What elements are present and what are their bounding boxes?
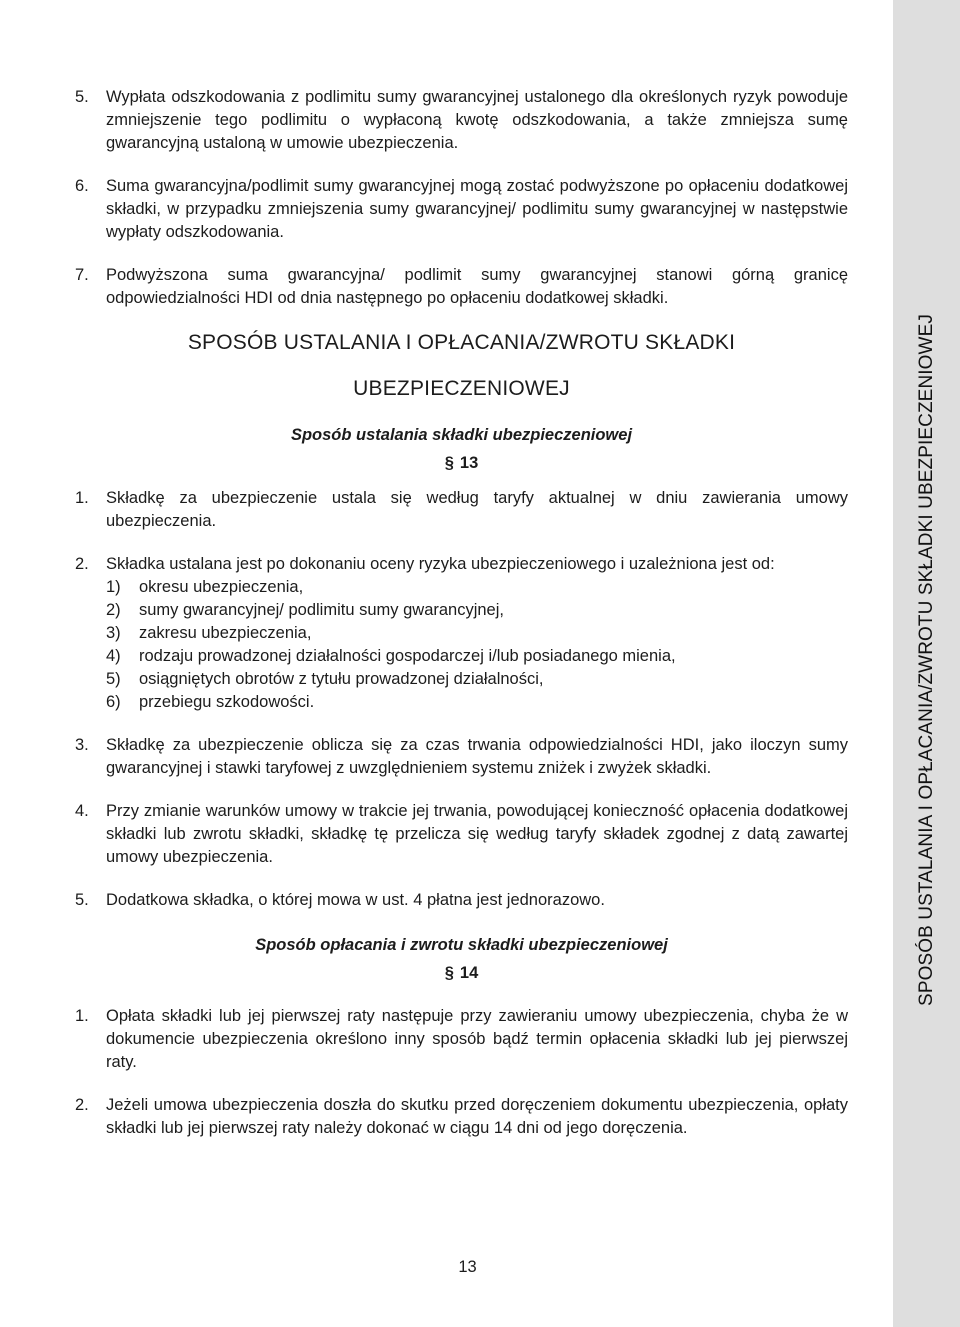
sub-item-text: zakresu ubezpieczenia, <box>139 624 312 642</box>
paragraph-13-subheading: Sposób ustalania składki ubezpieczeniowej <box>290 426 633 444</box>
list-item <box>75 800 848 869</box>
section-sidebar <box>893 0 960 1327</box>
sub-item-number: 6) <box>106 693 121 711</box>
paragraph-14-subheading: Sposób opłacania i zwrotu składki ubezpieczeniowej <box>255 936 668 954</box>
paragraph-13-number <box>75 452 848 475</box>
item-text: Jeżeli umowa ubezpieczenia doszła do skutku przed doręczeniem dokumentu ubezpieczenia, opłaty składki lub jej pierwszej raty należy dokonać w ciągu 14 dni od jego doręczenia. <box>106 1096 848 1137</box>
sub-item-text: okresu ubezpieczenia, <box>139 578 304 596</box>
item-number: 1. <box>75 1007 89 1025</box>
paragraph-14-number <box>75 962 848 985</box>
item-number: 6. <box>75 177 89 195</box>
section-symbol: § <box>444 964 454 982</box>
item-number: 2. <box>75 1096 89 1114</box>
sub-item-text: rodzaju prowadzonej działalności gospodarczej i/lub posiadanego mienia, <box>139 647 676 665</box>
list-item <box>75 264 848 310</box>
sidebar-section-title: SPOSÓB USTALANIA I OPŁACANIA/ZWROTU SKŁADKI UBEZPIECZENIOWEJ <box>916 314 937 1006</box>
sub-item-text: osiągniętych obrotów z tytułu prowadzonej działalności, <box>139 670 544 688</box>
paragraph-number: 13 <box>459 454 479 472</box>
list-item <box>75 175 848 244</box>
section-symbol: § <box>444 454 454 472</box>
sub-list-item <box>106 576 848 599</box>
item-text: Opłata składki lub jej pierwszej raty następuje przy zawieraniu umowy ubezpieczenia, chyba że w dokumencie ubezpieczenia określono inny sposób bądź termin opłacenia składki lub jej pierwszej raty. <box>106 1007 848 1071</box>
list-item <box>75 734 848 780</box>
item-text: Składka ustalana jest po dokonaniu oceny ryzyka ubezpieczeniowego i uzależniona jest od: <box>106 555 775 573</box>
list-item <box>75 1094 848 1140</box>
item-text: Podwyższona suma gwarancyjna/ podlimit sumy gwarancyjnej stanowi górną granicę odpowiedzialności HDI od dnia następnego po opłaceniu dodatkowej składki. <box>106 266 848 307</box>
item-number: 4. <box>75 802 89 820</box>
sub-item-number: 2) <box>106 601 121 619</box>
sub-list-item <box>106 645 848 668</box>
list-item <box>75 1005 848 1074</box>
list-item <box>75 889 848 912</box>
item-number: 3. <box>75 736 89 754</box>
item-text: Składkę za ubezpieczenie oblicza się za czas trwania odpowiedzialności HDI, jako iloczyn sumy gwarancyjnej i stawki taryfowej z uwzględnieniem systemu zniżek i zwyżek składki. <box>106 736 848 777</box>
sub-item-number: 3) <box>106 624 121 642</box>
list-item <box>75 487 848 533</box>
sub-list-item <box>106 691 848 714</box>
document-body <box>75 86 848 1140</box>
item-text: Suma gwarancyjna/podlimit sumy gwarancyjnej mogą zostać podwyższone po opłaceniu dodatkowej składki, w przypadku zmniejszenia sumy gwarancyjnej/ podlimitu sumy gwarancyjnej w następstwie wypłaty odszkodowania. <box>106 177 848 241</box>
list-item <box>75 86 848 155</box>
sub-item-number: 5) <box>106 670 121 688</box>
sub-item-text: sumy gwarancyjnej/ podlimitu sumy gwarancyjnej, <box>139 601 504 619</box>
section-heading-line2: UBEZPIECZENIOWEJ <box>353 377 570 400</box>
sub-list <box>106 576 848 714</box>
item-number: 7. <box>75 266 89 284</box>
item-text: Przy zmianie warunków umowy w trakcie jej trwania, powodującej konieczność opłacenia dodatkowej składki lub zwrotu składki, składkę tę przelicza się według taryfy składek zgodnej z datą zawartej umowy ubezpieczenia. <box>106 802 848 866</box>
item-number: 5. <box>75 891 89 909</box>
sub-list-item <box>106 599 848 622</box>
sub-item-number: 1) <box>106 578 121 596</box>
item-number: 1. <box>75 489 89 507</box>
sub-item-text: przebiegu szkodowości. <box>139 693 315 711</box>
sub-item-number: 4) <box>106 647 121 665</box>
sub-list-item <box>106 668 848 691</box>
paragraph-number: 14 <box>459 964 479 982</box>
section-heading-line1: SPOSÓB USTALANIA I OPŁACANIA/ZWROTU SKŁADKI <box>187 331 736 354</box>
page-number: 13 <box>458 1258 477 1276</box>
item-number: 5. <box>75 88 89 106</box>
list-item <box>75 553 848 714</box>
item-number: 2. <box>75 555 89 573</box>
item-text: Wypłata odszkodowania z podlimitu sumy gwarancyjnej ustalonego dla określonych ryzyk powoduje zmniejszenie tego podlimitu o wypłaconą kwotę odszkodowania, a także zmniejsza sumę gwarancyjną ustaloną w umowie ubezpieczenia. <box>106 88 848 152</box>
sub-list-item <box>106 622 848 645</box>
item-text: Składkę za ubezpieczenie ustala się według taryfy aktualnej w dniu zawierania umowy ubezpieczenia. <box>106 489 848 530</box>
item-text: Dodatkowa składka, o której mowa w ust. 4 płatna jest jednorazowo. <box>106 891 605 909</box>
